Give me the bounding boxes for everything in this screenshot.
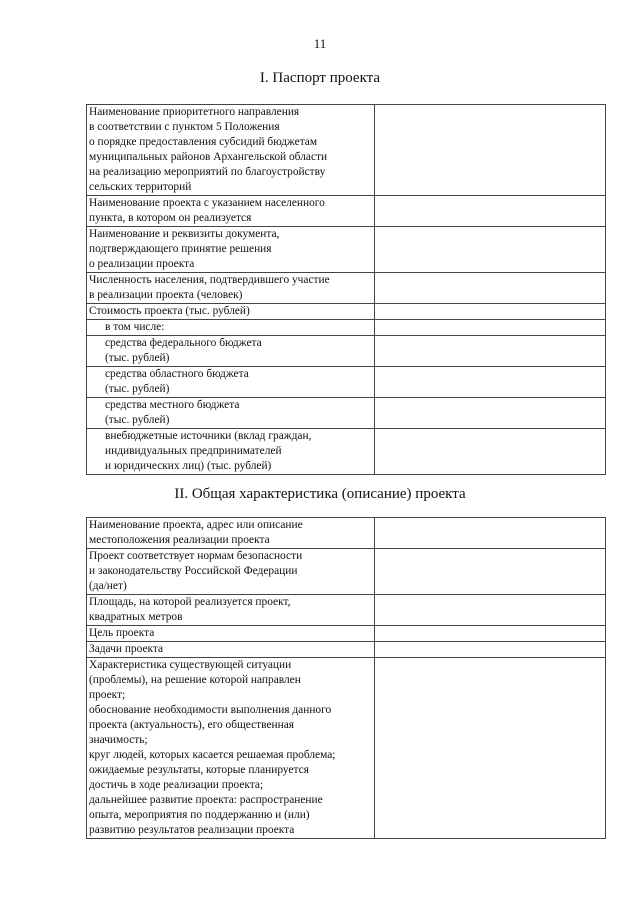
value-cell[interactable]: [375, 595, 606, 626]
table-row: [87, 398, 606, 429]
label-line: Наименование и реквизиты документа,: [89, 228, 280, 240]
row-label: [87, 320, 375, 336]
label-line: (тыс. рублей): [105, 414, 170, 426]
row-label: [87, 398, 375, 429]
label-line: индивидуальных предпринимателей: [105, 445, 282, 457]
label-line: Стоимость проекта (тыс. рублей): [89, 305, 250, 317]
page-number: 11: [313, 36, 327, 51]
label-line: Задачи проекта: [89, 643, 164, 655]
table-row: [87, 549, 606, 595]
label-line: Площадь, на которой реализуется проект,: [89, 596, 291, 608]
row-label: [87, 549, 375, 595]
label-line: Проект соответствует нормам безопасности: [89, 550, 303, 562]
label-line: развитию результатов реализации проекта: [89, 824, 295, 836]
row-label: [87, 658, 375, 839]
label-line: (тыс. рублей): [105, 383, 170, 395]
label-line: Характеристика существующей ситуации: [89, 659, 292, 671]
label-line: обоснование необходимости выполнения данного: [89, 704, 332, 716]
label-line: опыта, мероприятия по поддержанию и (или): [89, 809, 310, 821]
label-line: Наименование проекта с указанием населенного: [89, 197, 325, 209]
description-table: [86, 517, 606, 839]
table-row: [87, 626, 606, 642]
label-line: круг людей, которых касается решаемая проблема;: [89, 749, 336, 761]
label-line: на реализацию мероприятий по благоустройству: [89, 166, 326, 178]
table-row: [87, 367, 606, 398]
label-line: Наименование приоритетного направления: [89, 106, 300, 118]
label-line: сельских территорий: [89, 181, 192, 193]
label-line: средства областного бюджета: [105, 368, 249, 380]
value-cell[interactable]: [375, 549, 606, 595]
row-label: [87, 105, 375, 196]
label-line: и юридических лиц) (тыс. рублей): [105, 460, 272, 472]
section-title-passport: I. Паспорт проекта: [259, 70, 381, 86]
label-line: проекта (актуальность), его общественная: [89, 719, 294, 731]
row-label: [87, 273, 375, 304]
label-line: о порядке предоставления субсидий бюджетам: [89, 136, 318, 148]
table-row: [87, 105, 606, 196]
table-row: [87, 304, 606, 320]
label-line: проект;: [89, 689, 126, 701]
row-label: [87, 642, 375, 658]
table-row: [87, 595, 606, 626]
label-line: о реализации проекта: [89, 258, 195, 270]
label-line: (тыс. рублей): [105, 352, 170, 364]
label-line: подтверждающего принятие решения: [89, 243, 272, 255]
label-line: средства федерального бюджета: [105, 337, 262, 349]
row-label: [87, 595, 375, 626]
row-label: [87, 626, 375, 642]
label-line: в реализации проекта (человек): [89, 289, 243, 301]
label-line: Цель проекта: [89, 627, 155, 639]
label-line: местоположения реализации проекта: [89, 534, 270, 546]
table-row: [87, 642, 606, 658]
row-label: [87, 429, 375, 475]
table-row: [87, 429, 606, 475]
label-line: пункта, в котором он реализуется: [89, 212, 252, 224]
label-line: в том числе:: [105, 321, 165, 333]
table-row: [87, 196, 606, 227]
label-line: Численность населения, подтвердившего участие: [89, 274, 330, 286]
row-label: [87, 336, 375, 367]
value-cell[interactable]: [375, 320, 606, 336]
label-line: значимость;: [89, 734, 148, 746]
value-cell[interactable]: [375, 658, 606, 839]
table-row: [87, 658, 606, 839]
table-row: [87, 518, 606, 549]
table-row: [87, 336, 606, 367]
label-line: (да/нет): [89, 580, 127, 592]
table-row: [87, 273, 606, 304]
label-line: квадратных метров: [89, 611, 183, 623]
row-label: [87, 367, 375, 398]
value-cell[interactable]: [375, 398, 606, 429]
value-cell[interactable]: [375, 105, 606, 196]
value-cell[interactable]: [375, 227, 606, 273]
row-label: [87, 227, 375, 273]
label-line: в соответствии с пунктом 5 Положения: [89, 121, 280, 133]
label-line: Наименование проекта, адрес или описание: [89, 519, 303, 531]
value-cell[interactable]: [375, 642, 606, 658]
value-cell[interactable]: [375, 304, 606, 320]
label-line: ожидаемые результаты, которые планируется: [89, 764, 309, 776]
label-line: дальнейшее развитие проекта: распространение: [89, 794, 323, 806]
label-line: достичь в ходе реализации проекта;: [89, 779, 264, 791]
value-cell[interactable]: [375, 196, 606, 227]
passport-table: [86, 104, 606, 475]
label-line: и законодательству Российской Федерации: [89, 565, 298, 577]
row-label: [87, 196, 375, 227]
value-cell[interactable]: [375, 367, 606, 398]
value-cell[interactable]: [375, 273, 606, 304]
label-line: внебюджетные источники (вклад граждан,: [105, 430, 312, 442]
label-line: средства местного бюджета: [105, 399, 240, 411]
value-cell[interactable]: [375, 429, 606, 475]
value-cell[interactable]: [375, 518, 606, 549]
row-label: [87, 304, 375, 320]
value-cell[interactable]: [375, 336, 606, 367]
label-line: муниципальных районов Архангельской области: [89, 151, 328, 163]
table-row: [87, 320, 606, 336]
label-line: (проблемы), на решение которой направлен: [89, 674, 301, 686]
section-title-description: II. Общая характеристика (описание) проекта: [174, 486, 466, 502]
table-row: [87, 227, 606, 273]
value-cell[interactable]: [375, 626, 606, 642]
row-label: [87, 518, 375, 549]
